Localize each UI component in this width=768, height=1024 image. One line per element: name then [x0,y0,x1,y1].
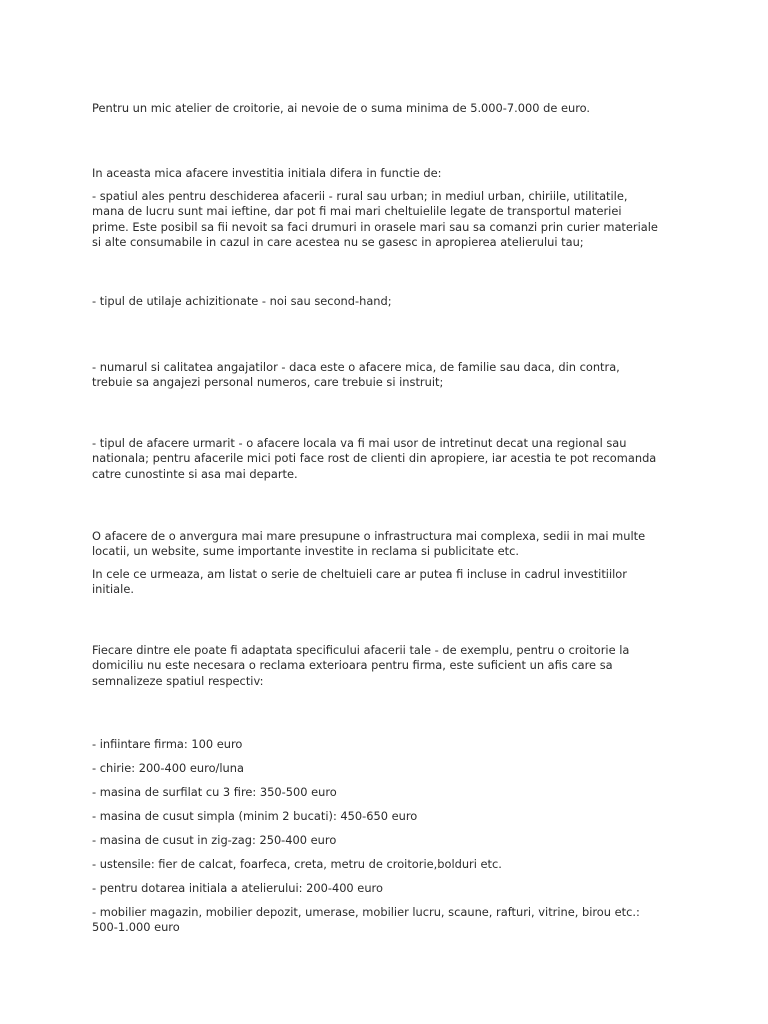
intro-paragraph [92,101,682,116]
factor-space-paragraph [92,189,682,250]
larger-business-paragraph [92,529,682,560]
factor-business-type-line: catre cunostinte si asa mai departe. [92,466,298,481]
expense-item [92,809,682,824]
expense-item [92,833,682,848]
factor-space-line: si alte consumabile in cazul in care acestea nu se gasesc in apropierea atelierului tau; [92,234,584,249]
factors-heading [92,166,682,181]
factor-business-type-paragraph [92,436,682,482]
factor-space-line: mana de lucru sunt mai ieftine, dar pot fi mai mari cheltuielile legate de transportul materiei [92,204,622,219]
adaptation-note-line: domiciliu nu este necesara o reclama exterioara pentru firma, este suficient un afis care sa [92,658,613,673]
factor-business-type-line: - tipul de afacere urmarit - o afacere locala va fi mai usor de intretinut decat una regional sau [92,436,627,450]
factor-space-line: prime. Este posibil sa fii nevoit sa faci drumuri in orasele mari sau sa comanzi prin curier materiale [92,219,658,234]
expense-item-text: - masina de cusut simpla (minim 2 bucati): 450-650 euro [92,809,418,823]
expense-item-text: - masina de cusut in zig-zag: 250-400 euro [92,833,337,847]
expense-item-text: - ustensile: fier de calcat, foarfeca, creta, metru de croitorie,bolduri etc. [92,857,502,871]
furniture-expense-line: 500-1.000 euro [92,920,180,935]
intro-line: Pentru un mic atelier de croitorie, ai nevoie de o suma minima de 5.000-7.000 de euro. [92,101,591,115]
expense-item [92,785,682,800]
adaptation-note-line: semnalizeze spatiul respectiv: [92,673,264,688]
expense-item-text: - masina de surfilat cu 3 fire: 350-500 euro [92,785,337,799]
factors-heading-line: In aceasta mica afacere investitia initiala difera in functie de: [92,166,442,180]
expense-item [92,857,682,872]
factor-equipment-line: - tipul de utilaje achizitionate - noi sau second-hand; [92,294,392,308]
expense-list-intro-paragraph [92,567,682,598]
furniture-expense-line: - mobilier magazin, mobilier depozit, umerase, mobilier lucru, scaune, rafturi, vitrine, birou etc.: [92,905,640,919]
factor-staff-paragraph [92,360,682,391]
expense-item-text: - pentru dotarea initiala a atelierului: 200-400 euro [92,881,383,895]
factor-equipment-paragraph [92,294,682,309]
factor-space-line: - spatiul ales pentru deschiderea afacerii - rural sau urban; in mediul urban, chiriile, utilitatile, [92,189,628,203]
expense-item-text: - chirie: 200-400 euro/luna [92,761,244,775]
furniture-expense-item [92,905,682,936]
factor-business-type-line: nationala; pentru afacerile mici poti face rost de clienti din apropiere, iar acestia te pot recomanda [92,451,657,466]
expense-item [92,737,682,752]
factor-staff-line: - numarul si calitatea angajatilor - daca este o afacere mica, de familie sau daca, din contra, [92,360,620,374]
expense-item [92,761,682,776]
expense-item-text: - infiintare firma: 100 euro [92,737,243,751]
larger-business-line: O afacere de o anvergura mai mare presupune o infrastructura mai complexa, sedii in mai multe [92,529,646,543]
adaptation-note-line: Fiecare dintre ele poate fi adaptata specificului afacerii tale - de exemplu, pentru o croitorie la [92,643,630,657]
expense-list-intro-line: In cele ce urmeaza, am listat o serie de cheltuieli care ar putea fi incluse in cadrul investitiilor [92,567,627,581]
larger-business-line: locatii, un website, sume importante investite in reclama si publicitate etc. [92,544,520,559]
expense-item [92,881,682,896]
expense-list-intro-line: initiale. [92,582,134,597]
factor-staff-line: trebuie sa angajezi personal numeros, care trebuie si instruit; [92,375,444,390]
adaptation-note-paragraph [92,643,682,689]
